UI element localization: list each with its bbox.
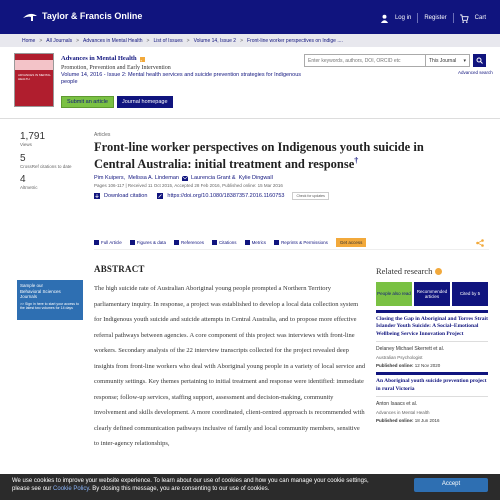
cookie-text-2b: . By closing this message, you are consenting to our use of cookies. bbox=[88, 485, 270, 492]
related-item-published bbox=[376, 363, 488, 368]
article-links bbox=[94, 192, 444, 200]
nav-divider bbox=[453, 13, 454, 23]
references-icon bbox=[174, 240, 179, 245]
check-for-updates-badge[interactable]: Check for updates bbox=[292, 192, 328, 200]
article-icon bbox=[94, 240, 99, 245]
nav-divider bbox=[417, 13, 418, 23]
published-label: Published online: bbox=[376, 418, 414, 424]
journal-name[interactable]: Advances in Mental Health bbox=[61, 55, 137, 62]
article-title bbox=[94, 139, 444, 172]
author-link[interactable]: Laurencia Grant & bbox=[190, 175, 236, 181]
breadcrumb-issues[interactable]: List of Issues bbox=[153, 37, 183, 44]
journal-header bbox=[0, 47, 500, 119]
cookie-banner bbox=[0, 474, 500, 500]
tab-label: Figures & data bbox=[136, 240, 167, 245]
rss-icon[interactable] bbox=[140, 57, 145, 62]
abstract-section bbox=[94, 264, 366, 452]
search-scope-label: This Journal bbox=[429, 57, 457, 64]
breadcrumb-separator: > bbox=[186, 37, 190, 44]
journal-subtitle: Promotion, Prevention and Early Intervention bbox=[61, 64, 171, 71]
tab-cited-by[interactable]: Cited by 5 bbox=[452, 282, 488, 306]
breadcrumb-separator: > bbox=[76, 37, 80, 44]
metric-number: 1,791 bbox=[20, 131, 46, 142]
breadcrumb-journal[interactable]: Advances in Mental Health bbox=[83, 37, 143, 44]
journal-homepage-button[interactable]: Journal homepage bbox=[117, 96, 173, 108]
tab-label: Full Article bbox=[101, 240, 122, 245]
brand-name: Taylor & Francis Online bbox=[42, 11, 143, 21]
breadcrumb-article: Front-line worker perspectives on Indige .... bbox=[247, 37, 343, 44]
share-icon[interactable] bbox=[476, 239, 484, 247]
get-access-button[interactable]: Get access bbox=[336, 238, 367, 247]
chevron-down-icon: ▾ bbox=[463, 57, 466, 64]
advanced-search-link[interactable]: Advanced search bbox=[458, 70, 493, 75]
metric-altmetric[interactable] bbox=[20, 175, 80, 191]
related-heading: Related research bbox=[376, 266, 433, 276]
tab-label: References bbox=[181, 240, 205, 245]
tab-metrics[interactable] bbox=[245, 240, 267, 245]
doi-link[interactable]: https://doi.org/10.1080/18387357.2016.1160753 bbox=[167, 193, 285, 199]
author-link[interactable]: Pim Kuipers, bbox=[94, 175, 126, 181]
reprints-icon bbox=[274, 240, 279, 245]
breadcrumb-separator: > bbox=[39, 37, 43, 44]
related-item-title[interactable]: An Aboriginal youth suicide prevention project in rural Victoria bbox=[376, 378, 488, 397]
abstract-heading: ABSTRACT bbox=[94, 264, 145, 274]
cookie-text-2a: please see our bbox=[12, 485, 54, 492]
article-title-text: Front-line worker perspectives on Indigenous youth suicide in Central Australia: initial treatment and response bbox=[94, 140, 424, 171]
cover-title: ADVANCES IN MENTAL HEALTH bbox=[18, 73, 51, 81]
tab-label: Citations bbox=[219, 240, 237, 245]
accept-cookies-button[interactable]: Accept bbox=[414, 478, 488, 492]
breadcrumb bbox=[0, 34, 500, 47]
journal-actions bbox=[61, 96, 173, 108]
issue-info[interactable]: Volume 14, 2016 - Issue 2: Mental health services and suicide prevention strategies for Indigenous people bbox=[61, 71, 302, 86]
related-research bbox=[376, 266, 488, 423]
search-input[interactable] bbox=[304, 54, 426, 67]
search-bar bbox=[304, 54, 486, 67]
journal-info bbox=[61, 55, 311, 87]
metric-label: CrossRef citations to date bbox=[20, 163, 72, 169]
tab-people-also-read[interactable]: People also read bbox=[376, 282, 412, 306]
related-item-published bbox=[376, 418, 488, 423]
cart-link[interactable]: Cart bbox=[474, 15, 486, 21]
promo-sign-in: >> Sign in here to start your access to the latest two volumes for 14 days bbox=[20, 301, 79, 311]
metric-label: Views bbox=[20, 142, 32, 147]
cookie-text-line-1: We use cookies to improve your website experience. To learn about our use of cookies and how you can manage your cookie settings, bbox=[12, 478, 369, 484]
related-tabs bbox=[376, 282, 488, 306]
journal-cover[interactable] bbox=[14, 53, 54, 107]
promo-line-1: Sample our bbox=[20, 283, 44, 288]
title-footnote-marker[interactable]: † bbox=[354, 155, 359, 165]
related-item bbox=[376, 372, 488, 423]
search-icon bbox=[476, 57, 483, 64]
related-item-author: Anton Isaacs et al. bbox=[376, 401, 418, 408]
promo-line-3: Journals bbox=[20, 294, 38, 300]
cookie-policy-link[interactable]: Cookie Policy bbox=[53, 485, 89, 492]
brand-logo[interactable] bbox=[22, 10, 142, 22]
published-date: 18 Jun 2016 bbox=[414, 418, 440, 424]
breadcrumb-home[interactable]: Home bbox=[22, 37, 36, 44]
tab-reprints[interactable] bbox=[274, 240, 328, 245]
author-link[interactable]: Kylie Dingwall bbox=[238, 175, 273, 181]
article-tabs bbox=[94, 236, 489, 250]
info-icon[interactable] bbox=[435, 268, 442, 275]
search-scope-select[interactable] bbox=[426, 54, 470, 67]
related-heading-row bbox=[376, 266, 488, 276]
metric-number: 4 bbox=[20, 174, 26, 186]
journal-name-row bbox=[61, 55, 311, 64]
tab-citations[interactable] bbox=[212, 240, 237, 245]
related-item-journal: Australian Psychologist bbox=[376, 355, 423, 361]
published-date: 12 Nov 2020 bbox=[414, 363, 441, 369]
email-icon[interactable] bbox=[182, 176, 188, 181]
figures-icon bbox=[130, 240, 135, 245]
breadcrumb-issue[interactable]: Volume 14, Issue 2 bbox=[193, 37, 237, 44]
breadcrumb-separator: > bbox=[146, 37, 150, 44]
related-item-author: Delaney Michael Skerrett et al. bbox=[376, 346, 445, 353]
article-metrics bbox=[20, 132, 80, 197]
cover-band bbox=[15, 60, 53, 70]
abstract-text: The high suicide rate of Australian Aboriginal young people prompted a Northern Territory parliamentary inquiry. In response, a project was established to develop a local data collection system for Indigenous youth suicide and suicide attempts in Central Australia, and to propose more effective referral pathways between agencies. A core component of this project was interviews with front-line workers. Secondary analysis of the 22 interview transcripts collected for the project revealed deep insights from front-line workers who deal with Aboriginal young people in a variety of local service and community settings. Key themes pertaining to initial treatment and response were identified: immediate response; follow-up services, staffing support, assessment and decision-making, community involvement and skills development. A more coordinated, client-centred approach is recommended with clearly defined communication pathways inclusive of family and local community members, sensitive to inter-agency relationships, bbox=[94, 285, 366, 447]
metric-views bbox=[20, 132, 80, 148]
author-list bbox=[94, 175, 444, 181]
metric-number: 5 bbox=[20, 152, 26, 164]
metric-label: Altmetric bbox=[20, 185, 38, 191]
download-icon bbox=[94, 193, 100, 199]
tab-recommended[interactable]: Recommended articles bbox=[414, 282, 450, 306]
article-type: Articles bbox=[94, 132, 111, 138]
related-item-journal: Advances in Mental Health bbox=[376, 410, 430, 416]
site-header bbox=[0, 0, 500, 34]
submit-article-button[interactable]: Submit an article bbox=[61, 96, 114, 108]
breadcrumb-separator: > bbox=[240, 37, 244, 44]
metric-crossref[interactable] bbox=[20, 154, 80, 170]
tab-full-article[interactable] bbox=[94, 240, 122, 245]
related-item-title[interactable]: Closing the Gap in Aboriginal and Torres Strait Islander Youth Suicide: A Social–Emotional Wellbeing Service Innovation Project bbox=[376, 316, 488, 342]
metrics-icon bbox=[245, 240, 250, 245]
login-link[interactable]: Log in bbox=[394, 15, 412, 21]
download-citation-link[interactable]: Download citation bbox=[104, 193, 148, 199]
publication-history: Pages 106-117 | Received 11 Oct 2015, Accepted 28 Feb 2016, Published online: 15 Mar 2016 bbox=[94, 183, 283, 188]
register-link[interactable]: Register bbox=[424, 15, 447, 21]
tab-figures[interactable] bbox=[130, 240, 166, 245]
promo-line-2: Behavioral Sciences bbox=[20, 288, 61, 294]
article-header bbox=[94, 132, 444, 200]
logo-icon bbox=[22, 10, 38, 22]
user-icon bbox=[380, 14, 389, 23]
account-nav bbox=[380, 13, 486, 23]
tab-references[interactable] bbox=[174, 240, 204, 245]
link-icon bbox=[157, 193, 163, 199]
tab-label: Metrics bbox=[251, 240, 267, 245]
tab-label: Reprints & Permissions bbox=[281, 240, 328, 245]
author-link[interactable]: Melissa A. Lindeman bbox=[128, 175, 179, 181]
citations-icon bbox=[212, 240, 217, 245]
search-button[interactable] bbox=[473, 54, 486, 67]
cart-icon[interactable] bbox=[460, 14, 469, 23]
published-label: Published online: bbox=[376, 363, 414, 369]
breadcrumb-all-journals[interactable]: All Journals bbox=[46, 37, 73, 44]
related-item bbox=[376, 310, 488, 368]
sample-journals-promo[interactable] bbox=[17, 280, 83, 320]
